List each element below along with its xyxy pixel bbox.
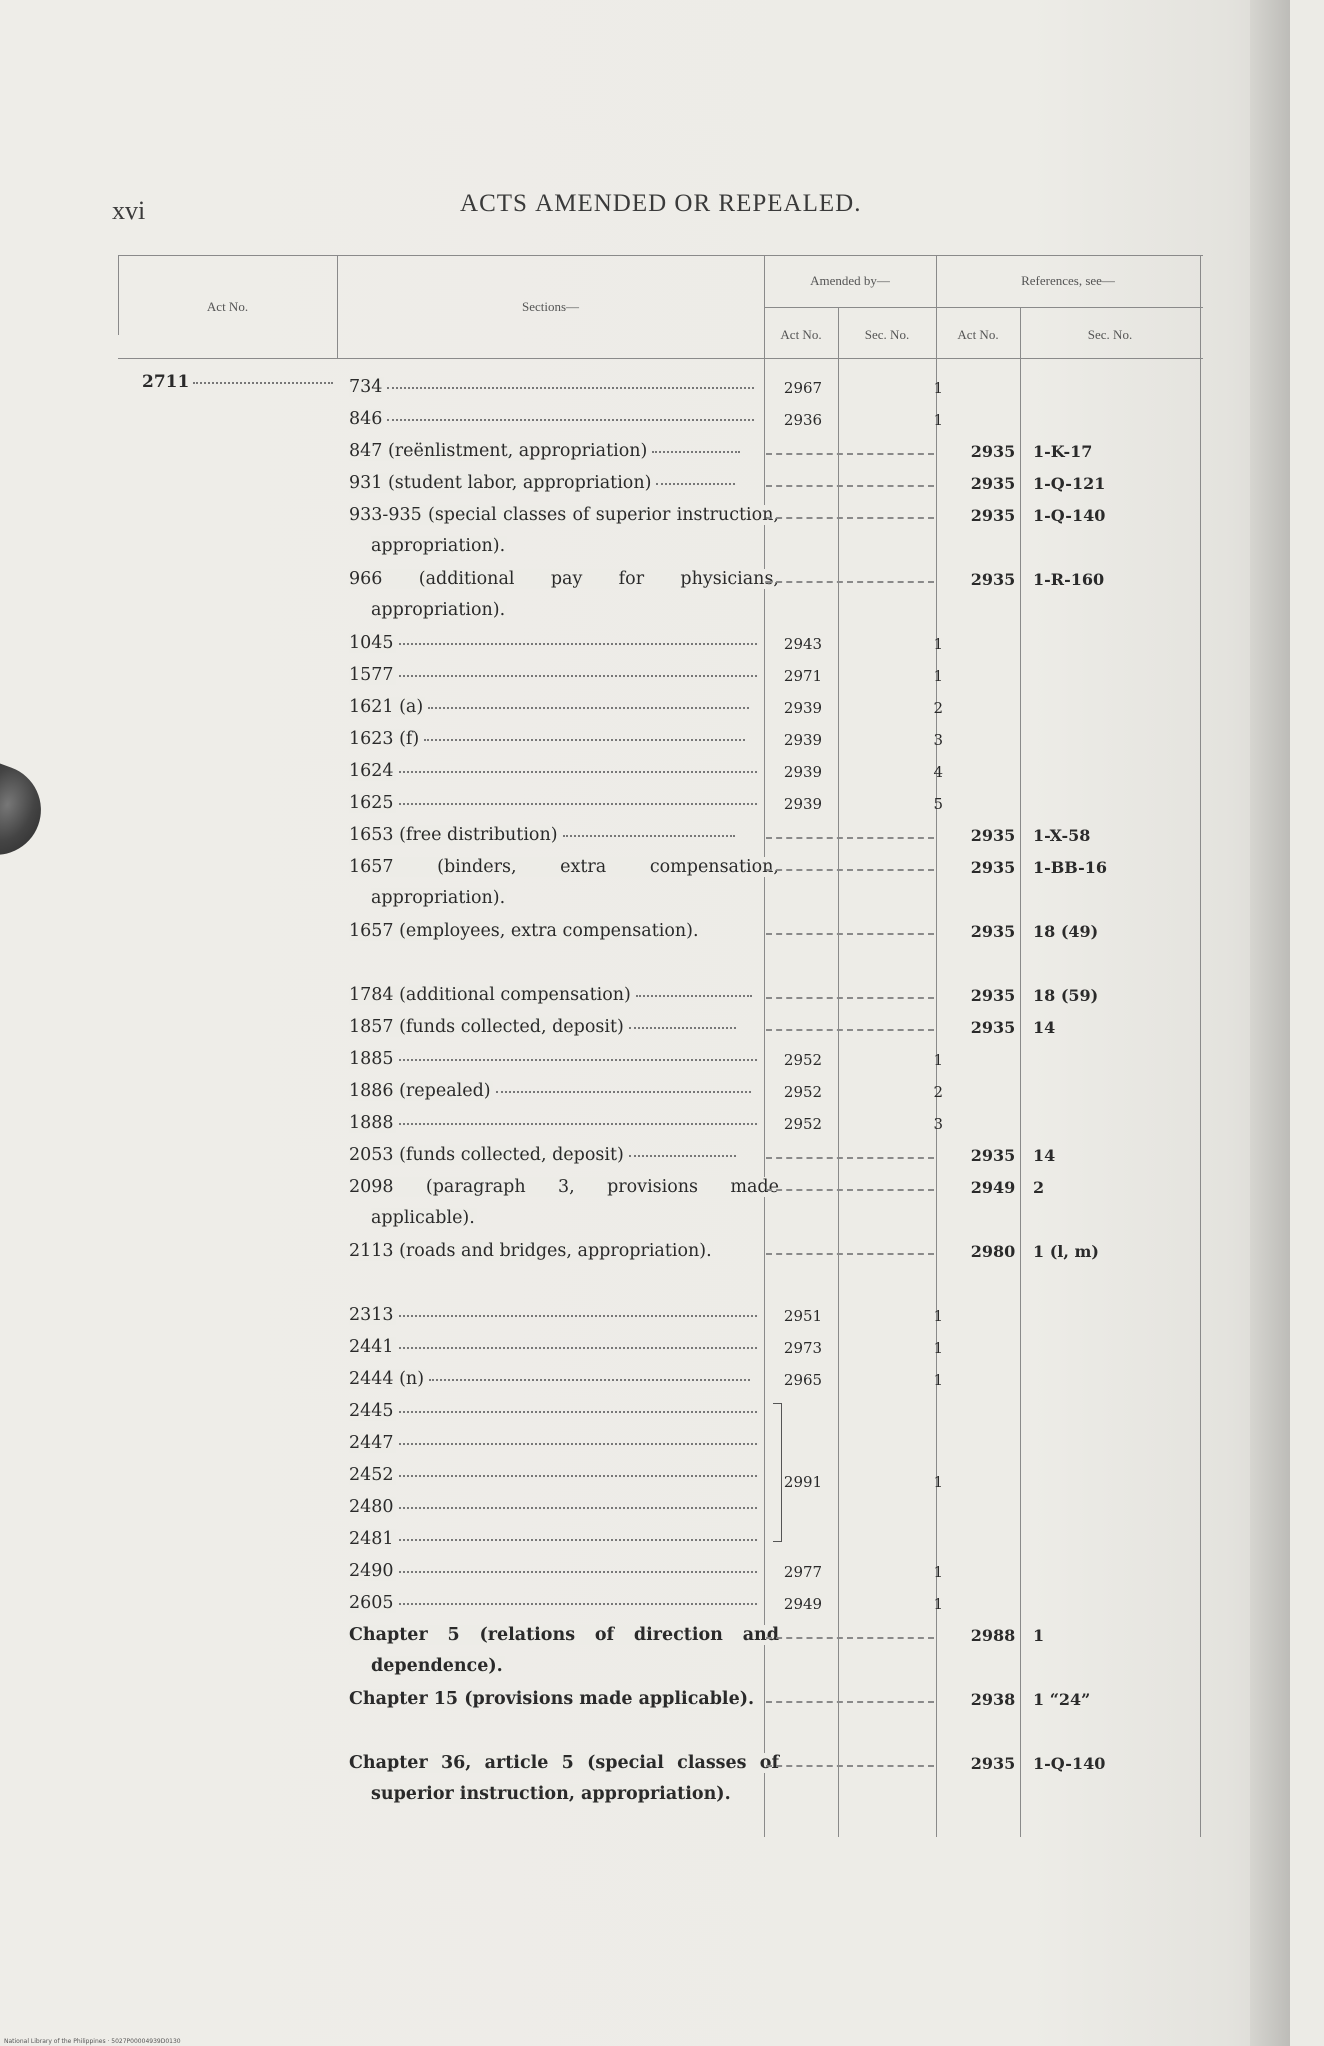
blank-amendment-dash — [766, 1765, 934, 1767]
section-cell: 2445 — [349, 1396, 757, 1427]
dot-leader — [399, 1315, 757, 1317]
section-cell: 1784 (additional compensation) — [349, 980, 757, 1011]
section-cell: 1857 (funds collected, deposit) — [349, 1012, 757, 1043]
section-cell: 1623 (f) — [349, 724, 757, 755]
reference-sec-cell: 1-Q-140 — [1033, 506, 1106, 525]
amended-act-cell: 2949 — [783, 1595, 823, 1613]
table-row — [118, 1236, 1203, 1298]
dot-leader — [399, 1059, 757, 1061]
section-cell: 1885 — [349, 1044, 757, 1075]
table-row — [118, 660, 1203, 691]
amended-act-cell: 2991 — [783, 1473, 823, 1491]
subheader-amended-sec: Sec. No. — [864, 327, 910, 342]
section-cell: 966 (additional pay for physicians, appropriation). — [349, 569, 779, 620]
dot-leader — [387, 419, 754, 421]
blank-amendment-dash — [766, 933, 934, 935]
table-row — [118, 1140, 1203, 1171]
blank-amendment-dash — [766, 581, 934, 583]
section-cell: 2441 — [349, 1332, 757, 1363]
dot-leader — [652, 451, 740, 453]
subheader-ref-act: Act No. — [957, 327, 999, 342]
section-cell: 2481 — [349, 1524, 757, 1555]
table-row — [118, 1012, 1203, 1043]
table-row — [118, 1108, 1203, 1139]
reference-sec-cell: 1 “24” — [1033, 1690, 1091, 1709]
table-row — [118, 1300, 1203, 1331]
section-cell: Chapter 15 (provisions made applicable). — [349, 1689, 755, 1709]
dot-leader — [399, 675, 757, 677]
section-cell: 2053 (funds collected, deposit) — [349, 1140, 757, 1171]
acts-table — [118, 255, 1203, 1837]
page-number: xvi — [112, 196, 146, 225]
section-cell: 1625 — [349, 788, 757, 819]
table-row — [118, 372, 1203, 403]
section-cell: 2490 — [349, 1556, 757, 1587]
amended-sec-cell: 1 — [933, 1339, 943, 1357]
reference-act-cell: 2980 — [970, 1242, 1016, 1261]
col-header-act: Act No. — [206, 299, 249, 314]
reference-act-cell: 2935 — [970, 922, 1016, 941]
dot-leader — [656, 483, 735, 485]
scan-clip-mark — [0, 762, 54, 867]
dot-leader — [496, 1091, 751, 1093]
table-row — [118, 1524, 1203, 1555]
table-row — [118, 1172, 1203, 1234]
reference-sec-cell: 1-Q-140 — [1033, 1754, 1106, 1773]
dot-leader — [429, 1379, 750, 1381]
amended-sec-cell: 2 — [933, 1083, 943, 1101]
amended-act-cell: 2965 — [783, 1371, 823, 1389]
section-cell: 1886 (repealed) — [349, 1076, 757, 1107]
page-title: ACTS AMENDED OR REPEALED. — [460, 190, 862, 217]
blank-amendment-dash — [766, 869, 934, 871]
section-cell: 1657 (binders, extra compensation, appropriation). — [349, 857, 779, 908]
section-cell: 2098 (paragraph 3, provisions made applicable). — [349, 1177, 779, 1228]
reference-sec-cell: 14 — [1033, 1018, 1056, 1037]
table-row — [118, 436, 1203, 467]
table-row — [118, 1748, 1203, 1841]
section-cell: 1577 — [349, 660, 757, 691]
section-cell: 2452 — [349, 1460, 757, 1491]
table-row — [118, 500, 1203, 562]
section-cell: 1045 — [349, 628, 757, 659]
col-header-sections: Sections— — [521, 299, 580, 314]
dot-leader — [399, 1347, 757, 1349]
amended-act-cell: 2952 — [783, 1083, 823, 1101]
amended-sec-cell: 3 — [933, 731, 943, 749]
table-row — [118, 1620, 1203, 1682]
amended-act-cell: 2967 — [783, 379, 823, 397]
amended-act-cell: 2939 — [783, 731, 823, 749]
section-cell: 1657 (employees, extra compensation). — [349, 921, 699, 941]
left-rule — [118, 255, 119, 335]
table-row — [118, 628, 1203, 659]
table-row — [118, 564, 1203, 626]
reference-sec-cell: 1-Q-121 — [1033, 474, 1106, 493]
reference-act-cell: 2935 — [970, 986, 1016, 1005]
amended-sec-cell: 2 — [933, 699, 943, 717]
table-row — [118, 1460, 1203, 1491]
reference-sec-cell: 18 (49) — [1033, 922, 1099, 941]
reference-act-cell: 2938 — [970, 1690, 1016, 1709]
table-row — [118, 916, 1203, 978]
blank-amendment-dash — [766, 1637, 934, 1639]
dot-leader — [399, 1603, 757, 1605]
dot-leader — [399, 1475, 757, 1477]
amended-sec-cell: 1 — [933, 667, 943, 685]
amended-sec-cell: 1 — [933, 1371, 943, 1389]
section-cell: 847 (reënlistment, appropriation) — [349, 436, 757, 467]
dot-leader — [399, 1123, 757, 1125]
grouping-bracket — [773, 1403, 782, 1542]
blank-amendment-dash — [766, 1701, 934, 1703]
dot-leader — [428, 707, 749, 709]
reference-act-cell: 2935 — [970, 1146, 1016, 1165]
table-row — [118, 1556, 1203, 1587]
amended-act-cell: 2951 — [783, 1307, 823, 1325]
table-row — [118, 820, 1203, 851]
col-header-amended: Amended by— — [810, 273, 890, 288]
table-row — [118, 788, 1203, 819]
amended-act-cell: 2971 — [783, 667, 823, 685]
section-cell: 1888 — [349, 1108, 757, 1139]
table-row — [118, 1364, 1203, 1395]
amended-act-cell: 2952 — [783, 1115, 823, 1133]
amended-sec-cell: 4 — [933, 763, 943, 781]
blank-amendment-dash — [766, 837, 934, 839]
table-row — [118, 692, 1203, 723]
section-cell: 2605 — [349, 1588, 757, 1619]
blank-amendment-dash — [766, 1157, 934, 1159]
amended-act-cell: 2943 — [783, 635, 823, 653]
section-cell: 2447 — [349, 1428, 757, 1459]
table-top-rule — [118, 255, 1203, 256]
reference-act-cell: 2935 — [970, 1018, 1016, 1037]
amended-sec-cell: 1 — [933, 411, 943, 429]
amended-act-cell: 2939 — [783, 763, 823, 781]
amended-act-cell: 2939 — [783, 699, 823, 717]
dot-leader — [636, 995, 752, 997]
blank-amendment-dash — [766, 453, 934, 455]
header-bottom-rule — [118, 358, 1203, 359]
dot-leader — [629, 1155, 736, 1157]
amended-sec-cell: 1 — [933, 1473, 943, 1491]
amended-sec-cell: 1 — [933, 635, 943, 653]
reference-act-cell: 2935 — [970, 570, 1016, 589]
reference-sec-cell: 1-BB-16 — [1033, 858, 1108, 877]
table-row — [118, 1684, 1203, 1746]
reference-act-cell: 2949 — [970, 1178, 1016, 1197]
section-cell: 2444 (n) — [349, 1364, 757, 1395]
act-number: 2711 — [142, 372, 333, 392]
reference-act-cell: 2935 — [970, 506, 1016, 525]
table-row — [118, 1428, 1203, 1459]
dot-leader — [563, 835, 735, 837]
amended-sec-cell: 1 — [933, 1595, 943, 1613]
dot-leader — [629, 1027, 736, 1029]
reference-sec-cell: 1-X-58 — [1033, 826, 1091, 845]
amended-act-cell: 2939 — [783, 795, 823, 813]
blank-amendment-dash — [766, 485, 934, 487]
table-row — [118, 980, 1203, 1011]
subheader-amended-act: Act No. — [780, 327, 822, 342]
amended-sec-cell: 1 — [933, 1563, 943, 1581]
table-row — [118, 1044, 1203, 1075]
section-cell: 1621 (a) — [349, 692, 757, 723]
header-mid-rule — [764, 307, 1203, 308]
blank-amendment-dash — [766, 1189, 934, 1191]
dot-leader — [399, 1539, 757, 1541]
section-cell: 846 — [349, 404, 757, 435]
amended-sec-cell: 1 — [933, 1051, 943, 1069]
blank-amendment-dash — [766, 517, 934, 519]
table-row — [118, 1332, 1203, 1363]
reference-act-cell: 2988 — [970, 1626, 1016, 1645]
table-row — [118, 852, 1203, 914]
amended-act-cell: 2973 — [783, 1339, 823, 1357]
reference-act-cell: 2935 — [970, 826, 1016, 845]
dot-leader — [399, 1443, 757, 1445]
table-row — [118, 404, 1203, 435]
amended-sec-cell: 1 — [933, 379, 943, 397]
section-cell: Chapter 5 (relations of direction and dependence). — [349, 1625, 779, 1676]
table-row — [118, 724, 1203, 755]
section-cell: 2313 — [349, 1300, 757, 1331]
section-cell: 2113 (roads and bridges, appropriation). — [349, 1241, 712, 1261]
blank-amendment-dash — [766, 1029, 934, 1031]
reference-sec-cell: 2 — [1033, 1178, 1045, 1197]
dot-leader — [399, 1411, 757, 1413]
reference-sec-cell: 1 — [1033, 1626, 1045, 1645]
reference-sec-cell: 18 (59) — [1033, 986, 1099, 1005]
table-row — [118, 756, 1203, 787]
reference-act-cell: 2935 — [970, 442, 1016, 461]
col-header-references: References, see— — [1021, 273, 1115, 288]
table-row — [118, 468, 1203, 499]
dot-leader — [399, 803, 757, 805]
reference-sec-cell: 1-R-160 — [1033, 570, 1105, 589]
table-row — [118, 1076, 1203, 1107]
dot-leader — [399, 1571, 757, 1573]
amended-sec-cell: 3 — [933, 1115, 943, 1133]
reference-sec-cell: 1-K-17 — [1033, 442, 1093, 461]
reference-sec-cell: 14 — [1033, 1146, 1056, 1165]
amended-act-cell: 2977 — [783, 1563, 823, 1581]
dot-leader — [399, 1507, 757, 1509]
section-cell: 933-935 (special classes of superior instruction, appropriation). — [349, 505, 779, 556]
amended-act-cell: 2952 — [783, 1051, 823, 1069]
section-cell: 931 (student labor, appropriation) — [349, 468, 757, 499]
dot-leader — [399, 643, 757, 645]
subheader-ref-sec: Sec. No. — [1087, 327, 1133, 342]
blank-amendment-dash — [766, 1253, 934, 1255]
reference-act-cell: 2935 — [970, 474, 1016, 493]
table-row — [118, 1492, 1203, 1523]
section-cell: Chapter 36, article 5 (special classes of superior instruction, appropriation). — [349, 1753, 779, 1804]
blank-amendment-dash — [766, 997, 934, 999]
table-row — [118, 1396, 1203, 1427]
section-cell: 2480 — [349, 1492, 757, 1523]
amended-sec-cell: 5 — [933, 795, 943, 813]
reference-act-cell: 2935 — [970, 1754, 1016, 1773]
scan-footer: National Library of the Philippines · 5027P00004939D0130 — [4, 2038, 181, 2045]
section-cell: 734 — [349, 372, 757, 403]
dot-leader — [387, 387, 754, 389]
section-cell: 1653 (free distribution) — [349, 820, 757, 851]
table-row — [118, 1588, 1203, 1619]
reference-sec-cell: 1 (l, m) — [1033, 1242, 1099, 1261]
reference-act-cell: 2935 — [970, 858, 1016, 877]
page-edge-shadow — [1250, 0, 1290, 2046]
dot-leader — [399, 771, 757, 773]
amended-act-cell: 2936 — [783, 411, 823, 429]
section-cell: 1624 — [349, 756, 757, 787]
dot-leader — [424, 739, 745, 741]
amended-sec-cell: 1 — [933, 1307, 943, 1325]
